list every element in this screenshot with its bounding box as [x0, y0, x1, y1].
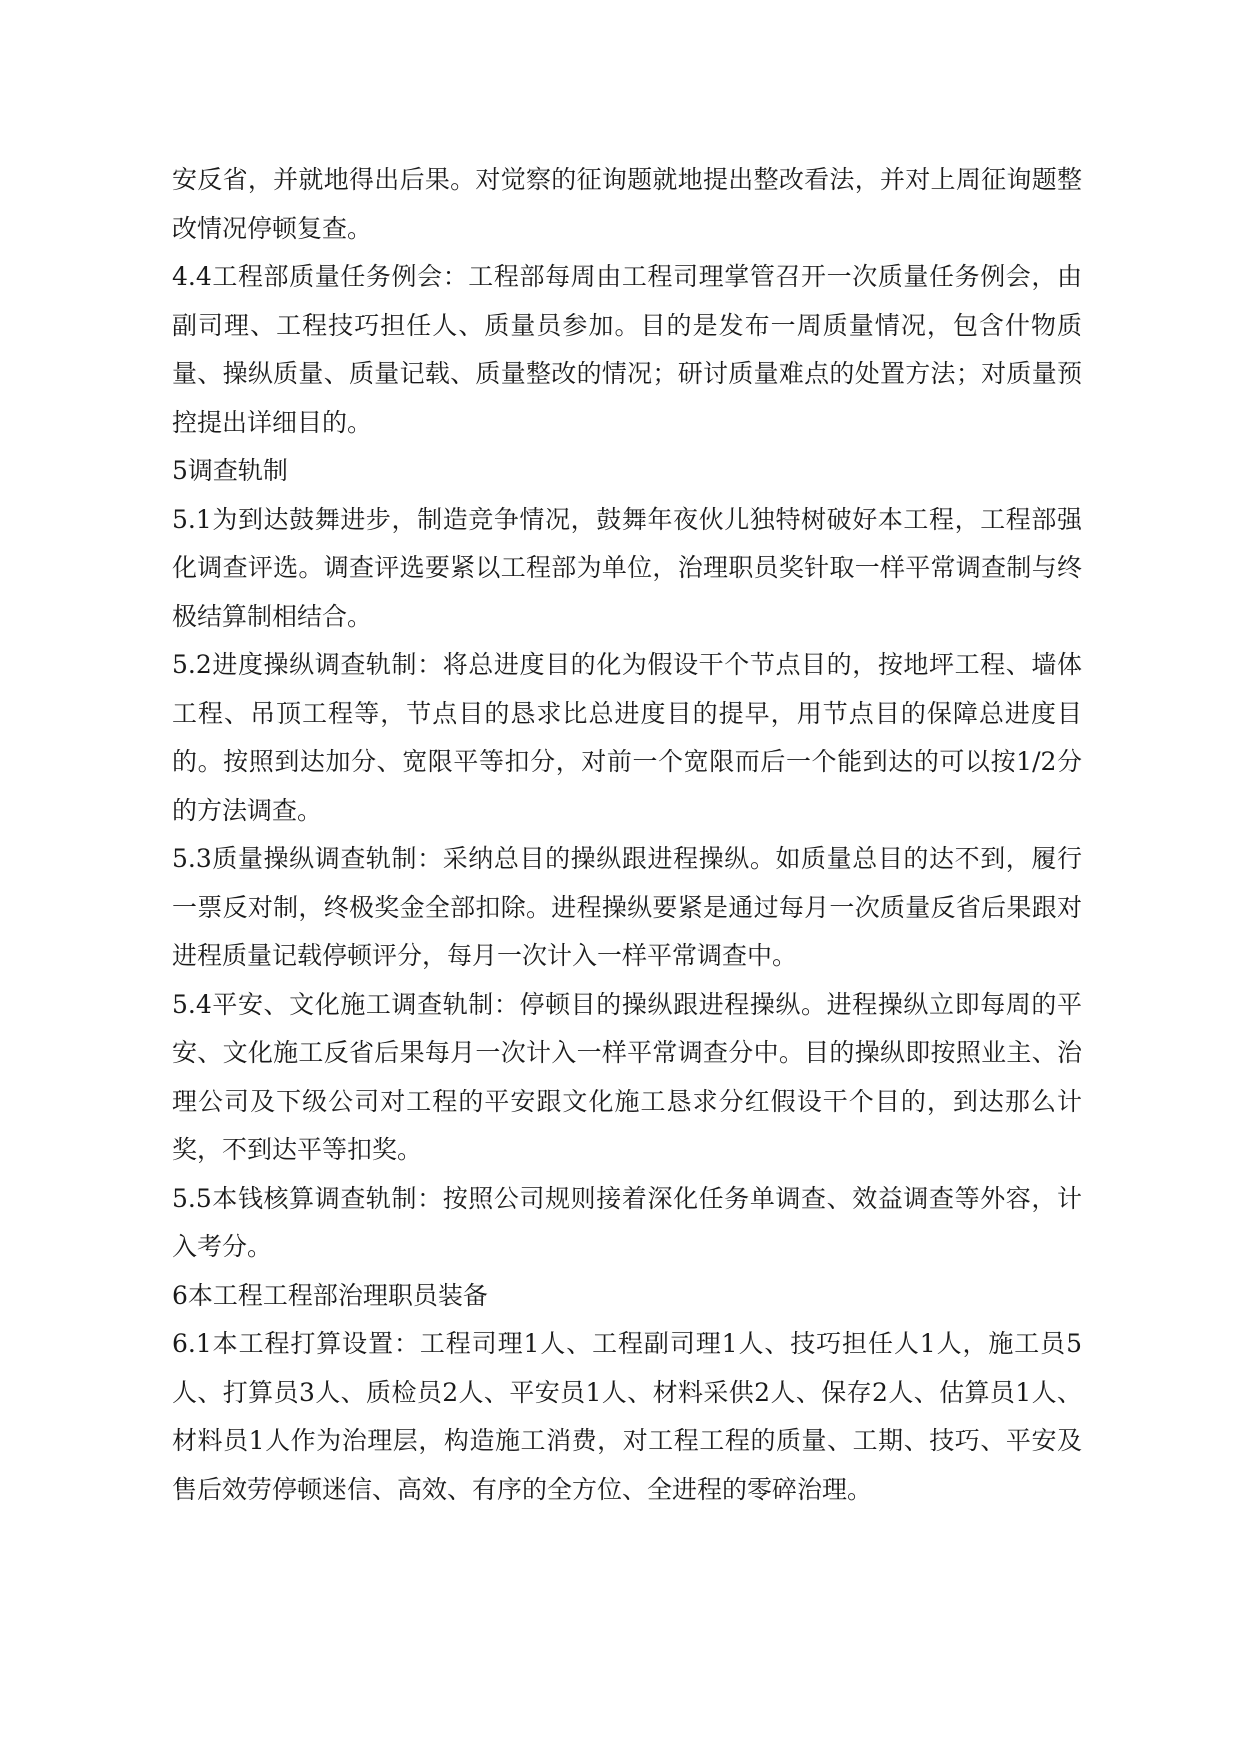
document-body [172, 156, 1082, 1514]
paragraph-5-1: 5.1为到达鼓舞进步，制造竞争情况，鼓舞年夜伙儿独特树破好本工程，工程部强化调查评选。调查评选要紧以工程部为单位，治理职员奖针取一样平常调查制与终极结算制相结合。 [172, 504, 1082, 631]
paragraph-5-5-cost-accounting: 5.5本钱核算调查轨制：按照公司规则接着深化任务单调查、效益调查等外容，计入考分。 [172, 1183, 1082, 1261]
heading-6-staffing: 6本工程工程部治理职员装备 [172, 1280, 488, 1310]
paragraph-4-4-quality-meeting: 4.4工程部质量任务例会：工程部每周由工程司理掌管召开一次质量任务例会，由副司理、工程技巧担任人、质量员参加。目的是发布一周质量情况，包含什物质量、操纵质量、质量记载、质量整改的情况；研讨质量难点的处置方法；对质量预控提出详细目的。 [172, 262, 1082, 437]
paragraph-5-3-quality-control: 5.3质量操纵调查轨制：采纳总目的操纵跟进程操纵。如质量总目的达不到，履行一票反对制，终极奖金全部扣除。进程操纵要紧是通过每月一次质量反省后果跟对进程质量记载停顿评分，每月一次计入一样平常调查中。 [172, 844, 1082, 970]
paragraph-6-1-staff-setup: 6.1本工程打算设置：工程司理1人、工程副司理1人、技巧担任人1人，施工员5人、打算员3人、质检员2人、平安员1人、材料采供2人、保存2人、估算员1人、材料员1人作为治理层，构造施工消费，对工程工程的质量、工期、技巧、平安及售后效劳停顿迷信、高效、有序的全方位、全进程的零碎治理。 [172, 1329, 1082, 1504]
paragraph-5-2-schedule-control: 5.2进度操纵调查轨制：将总进度目的化为假设干个节点目的，按地坪工程、墙体工程、吊顶工程等，节点目的恳求比总进度目的提早，用节点目的保障总进度目的。按照到达加分、宽限平等扣分，对前一个宽限而后一个能到达的可以按1/2分的方法调查。 [172, 650, 1082, 825]
heading-5-assessment-system: 5调查轨制 [172, 456, 288, 485]
paragraph-5-4-safety-civilized-construction: 5.4平安、文化施工调查轨制：停顿目的操纵跟进程操纵。进程操纵立即每周的平安、文化施工反省后果每月一次计入一样平常调查分中。目的操纵即按照业主、治理公司及下级公司对工程的平安跟文化施工恳求分红假设干个目的，到达那么计奖，不到达平等扣奖。 [172, 989, 1082, 1164]
paragraph-continuation: 安反省，并就地得出后果。对觉察的征询题就地提出整改看法，并对上周征询题整改情况停顿复查。 [172, 165, 1082, 243]
